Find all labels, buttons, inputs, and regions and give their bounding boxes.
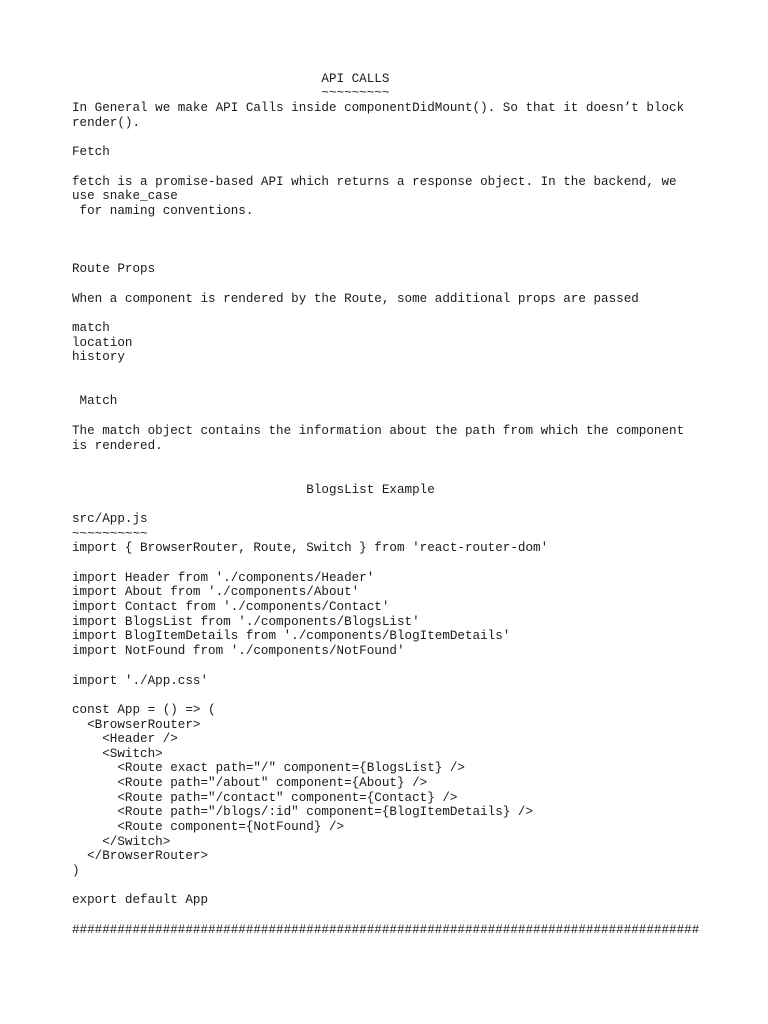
separator-line: ################################################################################### <box>72 923 700 937</box>
doc-line: In General we make API Calls inside componentDidMount(). So that it doesn’t block <box>72 101 685 115</box>
code-line: import About from './components/About' <box>72 585 360 599</box>
code-line: import BlogsList from './components/BlogsList' <box>72 615 420 629</box>
code-line: <Route exact path="/" component={BlogsList} /> <box>72 761 465 775</box>
prop-item: match <box>72 321 110 335</box>
code-line: <Route component={NotFound} /> <box>72 820 345 834</box>
document-page <box>72 0 712 1024</box>
section-heading-match: Match <box>72 394 118 408</box>
doc-line: fetch is a promise-based API which returns a response object. In the backend, we <box>72 175 677 189</box>
code-line: export default App <box>72 893 209 907</box>
code-line: import NotFound from './components/NotFound' <box>72 644 405 658</box>
section-heading-fetch: Fetch <box>72 145 110 159</box>
code-line: <BrowserRouter> <box>72 718 201 732</box>
doc-line: is rendered. <box>72 439 163 453</box>
doc-line: When a component is rendered by the Route, some additional props are passed <box>72 292 639 306</box>
code-line: <Switch> <box>72 747 163 761</box>
code-line: import { BrowserRouter, Route, Switch } from 'react-router-dom' <box>72 541 549 555</box>
prop-item: history <box>72 350 125 364</box>
code-line: <Route path="/contact" component={Contact} /> <box>72 791 458 805</box>
doc-line: use snake_case <box>72 189 178 203</box>
doc-title: API CALLS <box>72 72 390 86</box>
section-heading-blogslist: BlogsList Example <box>72 483 435 497</box>
code-line: import Header from './components/Header' <box>72 571 375 585</box>
code-line: <Route path="/blogs/:id" component={BlogItemDetails} /> <box>72 805 534 819</box>
doc-line: for naming conventions. <box>72 204 254 218</box>
doc-line: render(). <box>72 116 141 130</box>
code-line: <Route path="/about" component={About} /> <box>72 776 428 790</box>
code-line: import './App.css' <box>72 674 209 688</box>
doc-line: The match object contains the information about the path from which the component <box>72 424 685 438</box>
code-line: </BrowserRouter> <box>72 849 209 863</box>
section-heading-route-props: Route Props <box>72 262 156 276</box>
filename-underline: ~~~~~~~~~~ <box>72 527 148 541</box>
code-line: import BlogItemDetails from './components/BlogItemDetails' <box>72 629 511 643</box>
title-underline: ~~~~~~~~~ <box>72 86 390 100</box>
code-line: const App = () => ( <box>72 703 216 717</box>
prop-item: location <box>72 336 133 350</box>
code-filename: src/App.js <box>72 512 148 526</box>
code-line: </Switch> <box>72 835 171 849</box>
code-line: <Header /> <box>72 732 178 746</box>
code-line: ) <box>72 864 80 878</box>
code-line: import Contact from './components/Contact' <box>72 600 390 614</box>
